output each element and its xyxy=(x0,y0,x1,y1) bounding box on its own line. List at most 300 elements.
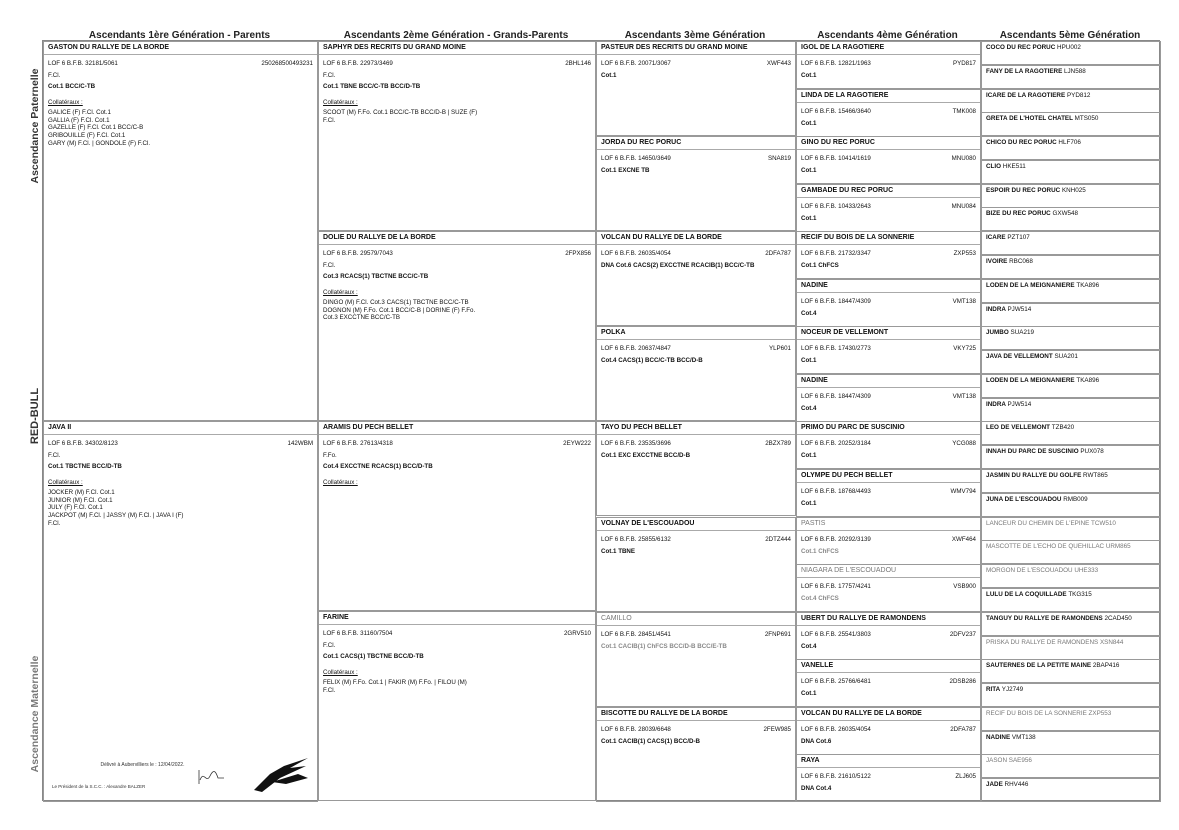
registration-number: LOF 6 B.F.B. 26035/4054 xyxy=(801,725,871,733)
pedigree-cell-g2-1 xyxy=(318,231,596,421)
tattoo-id: SUA219 xyxy=(1010,329,1034,336)
dog-name-text: RECIF DU BOIS DE LA SONNERIE xyxy=(986,710,1087,717)
dog-name xyxy=(986,710,1111,717)
dog-name-text: JASON xyxy=(986,757,1007,764)
tattoo-id: 2BHL146 xyxy=(565,59,591,67)
dog-name: UBERT DU RALLYE DE RAMONDENS xyxy=(797,613,980,626)
dog-name xyxy=(986,377,1099,384)
dog-class: F.Cl. xyxy=(323,261,336,269)
dog-name xyxy=(986,401,1031,408)
tattoo-id: PZT107 xyxy=(1007,234,1030,241)
reg-row xyxy=(801,203,976,211)
collateral-line: GRIBOUILLE (F) F.Cl. Cot.1 xyxy=(48,132,126,139)
tattoo-id: YLP601 xyxy=(768,344,791,352)
reg-row xyxy=(601,631,791,639)
dog-name-text: ICARE xyxy=(986,234,1006,241)
dog-name xyxy=(986,781,1028,788)
pedigree-cell-g5-11 xyxy=(981,303,1161,327)
tattoo-id: 2FEW985 xyxy=(763,725,791,733)
dog-name-text: LULU DE LA COQUILLADE xyxy=(986,591,1067,598)
dog-cotation: Cot.4 ChFCS xyxy=(801,594,839,602)
dog-cotation: Cot.1 xyxy=(801,356,817,364)
dog-name: GASTON DU RALLYE DE LA BORDE xyxy=(44,42,317,55)
tattoo-id: MNU080 xyxy=(951,154,976,162)
dog-name xyxy=(986,567,1098,574)
reg-row xyxy=(801,108,976,116)
dog-name-text: RITA xyxy=(986,686,1000,693)
dog-name: GINO DU REC PORUC xyxy=(797,137,980,150)
tattoo-id: TMK008 xyxy=(952,107,976,115)
dog-cotation: Cot.1 CACS(1) TBCTNE BCC/D-TB xyxy=(323,653,424,661)
reg-row xyxy=(601,60,791,68)
side-dog-name: RED-BULL xyxy=(29,387,41,445)
tattoo-id: 2DFA787 xyxy=(765,249,791,257)
dog-name: LINDA DE LA RAGOTIERE xyxy=(797,90,980,103)
header-gen2: Ascendants 2ème Génération - Grands-Parents xyxy=(343,30,569,41)
dog-name xyxy=(986,615,1132,622)
tattoo-id: PJW514 xyxy=(1007,401,1032,408)
tattoo-id: VMT138 xyxy=(1011,734,1036,741)
dog-cotation: Cot.1 xyxy=(801,71,817,79)
collateral-line: JOCKER (M) F.Cl. Cot.1 xyxy=(48,488,115,496)
registration-number: LOF 6 B.F.B. 21610/5122 xyxy=(801,772,871,780)
dog-name: DOLIE DU RALLYE DE LA BORDE xyxy=(319,232,595,245)
tattoo-id: ZLJ605 xyxy=(955,772,976,780)
tattoo-id: HPU002 xyxy=(1057,44,1081,51)
president-text: Le Président de la S.C.C. : Alexandre BALZER xyxy=(52,784,146,789)
pedigree-cell-g5-28 xyxy=(981,707,1161,731)
dog-name xyxy=(986,662,1119,669)
dog-cotation: Cot.1 ChFCS xyxy=(801,261,839,269)
dog-name-text: IVOIRE xyxy=(986,258,1008,265)
dog-name-text: JUNA DE L'ESCOUADOU xyxy=(986,496,1062,503)
reg-row xyxy=(601,726,791,734)
dog-name: JAVA II xyxy=(44,422,317,435)
dog-name xyxy=(986,591,1092,598)
reg-row xyxy=(801,440,976,448)
dog-name-text: CLIO xyxy=(986,163,1002,170)
collaterals-label: Collatéraux : xyxy=(48,99,83,106)
tattoo-id: 2BAP416 xyxy=(1092,662,1120,669)
tattoo-id: 2GRV510 xyxy=(563,629,591,637)
reg-row xyxy=(601,440,791,448)
tattoo-id: VSB900 xyxy=(953,582,976,590)
dog-name-text: JAVA DE VELLEMONT xyxy=(986,353,1053,360)
dog-name: FARINE xyxy=(319,612,595,625)
dog-name: RECIF DU BOIS DE LA SONNERIE xyxy=(797,232,980,245)
tattoo-id: HLF706 xyxy=(1058,139,1081,146)
dog-cotation: Cot.1 xyxy=(801,451,817,459)
tattoo-id: XWF464 xyxy=(951,535,976,543)
collaterals-label: Collatéraux : xyxy=(323,99,358,106)
pedigree-cell-g4-12 xyxy=(796,612,981,660)
tattoo-id: PYD817 xyxy=(952,59,976,67)
dog-name: NIAGARA DE L'ESCOUADOU xyxy=(797,565,980,578)
registration-number: LOF 6 B.F.B. 25855/6132 xyxy=(601,535,671,543)
dog-cotation: Cot.4 EXCCTNE RCACS(1) BCC/D-TB xyxy=(323,463,433,471)
collaterals-label: Collatéraux : xyxy=(48,479,83,486)
dog-cotation: Cot.1 CACIB(1) CACS(1) BCC/D-B xyxy=(601,737,700,745)
registration-number: LOF 6 B.F.B. 31160/7504 xyxy=(323,629,393,637)
pedigree-cell-g4-14 xyxy=(796,707,981,755)
pedigree-cell-g4-8 xyxy=(796,421,981,469)
pedigree-cell-g5-2 xyxy=(981,89,1161,113)
dog-cotation: Cot.4 xyxy=(801,642,817,650)
tattoo-id: 2EYW222 xyxy=(563,439,591,447)
reg-row xyxy=(48,60,313,68)
pedigree-cell-g5-23 xyxy=(981,588,1161,612)
dog-name-text: LODEN DE LA MEIGNANIERE xyxy=(986,377,1075,384)
dog-name-text: ICARE DE LA RAGOTIERE xyxy=(986,92,1066,99)
collateral-line: F.Cl. xyxy=(48,519,61,527)
dog-cotation: DNA Cot.4 xyxy=(801,784,832,792)
tattoo-id: ZXP553 xyxy=(1088,710,1112,717)
reg-row xyxy=(801,298,976,306)
tattoo-id: 2DFA787 xyxy=(950,725,976,733)
pedigree-cell-g5-13 xyxy=(981,350,1161,374)
dog-cotation: Cot.1 xyxy=(801,499,817,507)
reg-row xyxy=(801,60,976,68)
header-gen3: Ascendants 3ème Génération xyxy=(624,30,766,41)
collateral-line: JULY (F) F.Cl. Cot.1 xyxy=(48,504,103,512)
pedigree-cell-g5-27 xyxy=(981,683,1161,707)
dog-name-text: CHICO DU REC PORUC xyxy=(986,139,1057,146)
dog-cotation: Cot.1 TBCTNE BCC/D-TB xyxy=(48,463,122,471)
pedigree-cell-g1-1 xyxy=(43,421,318,802)
registration-number: LOF 6 B.F.B. 28451/4541 xyxy=(601,630,671,638)
reg-row xyxy=(323,630,591,638)
pedigree-cell-g5-3 xyxy=(981,112,1161,136)
pedigree-cell-g5-9 xyxy=(981,255,1161,279)
dog-name: TAYO DU PECH BELLET xyxy=(597,422,795,435)
pedigree-cell-g2-3 xyxy=(318,611,596,801)
reg-row xyxy=(601,155,791,163)
registration-number: LOF 6 B.F.B. 21732/3347 xyxy=(801,249,871,257)
dog-name-text: BIZE DU REC PORUC xyxy=(986,210,1051,217)
pedigree-cell-g5-30 xyxy=(981,754,1161,778)
registration-number: LOF 6 B.F.B. 34302/8123 xyxy=(48,439,118,447)
dog-cotation: Cot.1 CACIB(1) ChFCS BCC/D-B BCC/E-TB xyxy=(601,642,727,650)
collateral-line: GAZELLE (F) F.Cl. Cot.1 BCC/C-B xyxy=(48,124,144,132)
reg-row xyxy=(801,773,976,781)
collateral-line: SCOOT (M) F.Fo. Cot.1 BCC/C-TB BCC/D-B | SUZE (F) xyxy=(323,108,478,116)
dog-name: PASTIS xyxy=(797,518,980,531)
dog-name-text: JASMIN DU RALLYE DU GOLFE xyxy=(986,472,1082,479)
dog-name-text: INDRA xyxy=(986,306,1006,313)
reg-row xyxy=(801,536,976,544)
reg-row xyxy=(601,536,791,544)
dog-name: VOLNAY DE L'ESCOUADOU xyxy=(597,518,795,531)
dog-name xyxy=(986,353,1078,360)
registration-number: LOF 6 B.F.B. 18447/4309 xyxy=(801,392,871,400)
collateral-line: DOGNON (M) F.Fo. Cot.1 BCC/C-B | DORINE (F) F.Fo. xyxy=(323,306,476,314)
registration-number: LOF 6 B.F.B. 22973/3469 xyxy=(323,59,393,67)
tattoo-id: 2DTZ444 xyxy=(765,535,791,543)
dog-name-text: MASCOTTE DE L'ECHO DE QUEHILLAC xyxy=(986,543,1105,550)
dog-name-text: ESPOIR DU REC PORUC xyxy=(986,187,1061,194)
dog-name: NOCEUR DE VELLEMONT xyxy=(797,327,980,340)
reg-row xyxy=(801,393,976,401)
dog-cotation: Cot.4 xyxy=(801,404,817,412)
tattoo-id: RMB009 xyxy=(1063,496,1088,503)
tattoo-id: 2BZX789 xyxy=(765,439,791,447)
dog-class: F.Cl. xyxy=(323,641,336,649)
header-gen5: Ascendants 5ème Génération xyxy=(999,30,1141,41)
dog-class: F.Cl. xyxy=(323,71,336,79)
reg-row xyxy=(48,440,313,448)
tattoo-id: SAE956 xyxy=(1008,757,1032,764)
pedigree-cell-g5-12 xyxy=(981,326,1161,350)
pedigree-cell-g4-1 xyxy=(796,89,981,137)
tattoo-id: PUX078 xyxy=(1080,448,1104,455)
tattoo-id: XWF443 xyxy=(766,59,791,67)
pedigree-grid xyxy=(42,40,1160,801)
scc-logo-icon xyxy=(250,752,312,794)
reg-row xyxy=(801,678,976,686)
collaterals-label: Collatéraux : xyxy=(323,479,358,486)
pedigree-cell-g5-5 xyxy=(981,160,1161,184)
pedigree-cell-g5-17 xyxy=(981,445,1161,469)
dog-name xyxy=(986,187,1086,194)
dog-name-text: FANY DE LA RAGOTIERE xyxy=(986,68,1063,75)
dog-name: VANELLE xyxy=(797,660,980,673)
dog-name xyxy=(986,329,1034,336)
dog-name-text: LEO DE VELLEMONT xyxy=(986,424,1051,431)
tattoo-id: YCG088 xyxy=(952,439,976,447)
pedigree-cell-g5-0 xyxy=(981,41,1161,65)
tattoo-id: UHE333 xyxy=(1074,567,1099,574)
collateral-line: JACKPOT (M) F.Cl. | JASSY (M) F.Cl. | JAVA I (F) xyxy=(48,512,184,519)
pedigree-cell-g5-7 xyxy=(981,207,1161,231)
dog-cotation: Cot.1 BCC/C-TB xyxy=(48,83,96,91)
dog-class: F.Cl. xyxy=(48,71,61,79)
dog-name: NADINE xyxy=(797,280,980,293)
dog-cotation: Cot.1 xyxy=(601,71,617,79)
tattoo-id: TKA896 xyxy=(1076,282,1100,289)
pedigree-cell-g5-15 xyxy=(981,398,1161,422)
dog-cotation: DNA Cot.6 xyxy=(801,737,832,745)
registration-number: LOF 6 B.F.B. 17430/2773 xyxy=(801,344,871,352)
tattoo-id: TCW510 xyxy=(1091,520,1116,527)
pedigree-cell-g5-4 xyxy=(981,136,1161,160)
dog-cotation: Cot.4 CACS(1) BCC/C-TB BCC/D-B xyxy=(601,356,703,364)
dog-name: NADINE xyxy=(797,375,980,388)
reg-row xyxy=(801,726,976,734)
registration-number: LOF 6 B.F.B. 25766/6481 xyxy=(801,677,871,685)
reg-row xyxy=(801,488,976,496)
registration-number: LOF 6 B.F.B. 18768/4493 xyxy=(801,487,871,495)
dog-class: F.Fo. xyxy=(323,451,337,459)
pedigree-cell-g3-1 xyxy=(596,136,796,231)
reg-row xyxy=(601,250,791,258)
tattoo-id: URM865 xyxy=(1105,543,1131,550)
registration-number: LOF 6 B.F.B. 14650/3649 xyxy=(601,154,671,162)
pedigree-cell-g5-22 xyxy=(981,564,1161,588)
collateral-line: JUNIOR (M) F.Cl. Cot.1 xyxy=(48,496,113,504)
dog-cotation: Cot.1 ChFCS xyxy=(801,547,839,555)
registration-number: LOF 6 B.F.B. 23535/3696 xyxy=(601,439,671,447)
dog-name-text: COCO DU REC PORUC xyxy=(986,44,1056,51)
side-maternal: Ascendance Maternelle xyxy=(29,655,41,773)
reg-row xyxy=(801,345,976,353)
pedigree-cell-g5-8 xyxy=(981,231,1161,255)
pedigree-cell-g5-25 xyxy=(981,636,1161,660)
dog-name: ARAMIS DU PECH BELLET xyxy=(319,422,595,435)
dog-class: F.Cl. xyxy=(48,451,61,459)
tattoo-id: RWT865 xyxy=(1083,472,1108,479)
tattoo-id: MTS050 xyxy=(1074,115,1099,122)
dog-name xyxy=(986,44,1081,51)
pedigree-cell-g4-15 xyxy=(796,754,981,802)
dog-name: CAMILLO xyxy=(597,613,795,626)
dog-name xyxy=(986,520,1116,527)
dog-name: VOLCAN DU RALLYE DE LA BORDE xyxy=(797,708,980,721)
pedigree-cell-g4-2 xyxy=(796,136,981,184)
collaterals-label: Collatéraux : xyxy=(323,669,358,676)
pedigree-cell-g3-4 xyxy=(596,421,796,516)
dog-cotation: Cot.1 TBNE BCC/C-TB BCC/D-TB xyxy=(323,83,421,91)
pedigree-cell-g4-3 xyxy=(796,184,981,232)
tattoo-id: VMT138 xyxy=(952,392,976,400)
side-paternal: Ascendance Paternelle xyxy=(29,68,41,184)
pedigree-cell-g4-10 xyxy=(796,517,981,565)
tattoo-id: RBC068 xyxy=(1009,258,1033,265)
pedigree-cell-g1-0 xyxy=(43,41,318,421)
tattoo-id: SNA819 xyxy=(767,154,791,162)
dog-cotation: Cot.4 xyxy=(801,309,817,317)
tattoo-id: HKE511 xyxy=(1002,163,1026,170)
dog-name-text: GRETA DE L'HOTEL CHATEL xyxy=(986,115,1073,122)
collateral-line: F.Cl. xyxy=(323,116,336,124)
tattoo-id: MNU084 xyxy=(951,202,976,210)
tattoo-id: ZXP553 xyxy=(953,249,976,257)
dog-name xyxy=(986,496,1088,503)
pedigree-cell-g4-5 xyxy=(796,279,981,327)
reg-row xyxy=(323,440,591,448)
registration-number: LOF 6 B.F.B. 20292/3139 xyxy=(801,535,871,543)
dog-cotation: Cot.1 xyxy=(801,214,817,222)
pedigree-cell-g4-9 xyxy=(796,469,981,517)
pedigree-cell-g3-0 xyxy=(596,41,796,136)
tattoo-id: YJ2749 xyxy=(1001,686,1024,693)
dog-name-text: LODEN DE LA MEIGNANIERE xyxy=(986,282,1075,289)
dog-name-text: MORGON DE L'ESCOUADOU xyxy=(986,567,1073,574)
tattoo-id: KNH025 xyxy=(1061,187,1086,194)
registration-number: LOF 6 B.F.B. 27613/4318 xyxy=(323,439,393,447)
collateral-line: F.Cl. xyxy=(323,686,336,694)
pedigree-cell-g5-31 xyxy=(981,778,1161,802)
dog-name-text: JADE xyxy=(986,781,1003,788)
pedigree-cell-g5-16 xyxy=(981,421,1161,445)
pedigree-cell-g4-0 xyxy=(796,41,981,89)
dog-name xyxy=(986,210,1078,217)
dog-name: BISCOTTE DU RALLYE DE LA BORDE xyxy=(597,708,795,721)
tattoo-id: TKG315 xyxy=(1068,591,1092,598)
dog-name xyxy=(986,139,1081,146)
pedigree-cell-g4-13 xyxy=(796,659,981,707)
pedigree-cell-g3-7 xyxy=(596,707,796,802)
pedigree-cell-g5-21 xyxy=(981,540,1161,564)
pedigree-cell-g3-5 xyxy=(596,517,796,612)
dog-name: OLYMPE DU PECH BELLET xyxy=(797,470,980,483)
pedigree-cell-g5-24 xyxy=(981,612,1161,636)
collateral-line: GALLIA (F) F.Cl. Cot.1 xyxy=(48,116,110,124)
dog-name xyxy=(986,734,1036,741)
dog-name: JORDA DU REC PORUC xyxy=(597,137,795,150)
dog-cotation: DNA Cot.6 CACS(2) EXCCTNE RCACIB(1) BCC/C-TB xyxy=(601,261,755,269)
tattoo-id: TZB420 xyxy=(1051,424,1075,431)
dog-name-text: LANCEUR DU CHEMIN DE L'EPINE xyxy=(986,520,1090,527)
registration-number: LOF 6 B.F.B. 20071/3067 xyxy=(601,59,671,67)
registration-number: LOF 6 B.F.B. 17757/4241 xyxy=(801,582,871,590)
dog-name: PRIMO DU PARC DE SUSCINIO xyxy=(797,422,980,435)
collaterals-label: Collatéraux : xyxy=(323,289,358,296)
pedigree-cell-g3-2 xyxy=(596,231,796,326)
dog-cotation: Cot.1 TBNE xyxy=(601,547,636,555)
dog-name-text: SAUTERNES DE LA PETITE MAINE xyxy=(986,662,1092,669)
pedigree-cell-g5-6 xyxy=(981,184,1161,208)
reg-row xyxy=(601,345,791,353)
dog-name xyxy=(986,306,1031,313)
dog-cotation: Cot.3 RCACS(1) TBCTNE BCC/C-TB xyxy=(323,273,429,281)
header-gen4: Ascendants 4ème Génération xyxy=(817,30,958,41)
dog-name-text: TANGUY DU RALLYE DE RAMONDENS xyxy=(986,615,1103,622)
dog-name: SAPHYR DES RECRITS DU GRAND MOINE xyxy=(319,42,595,55)
dog-name xyxy=(986,258,1033,265)
pedigree-cell-g5-19 xyxy=(981,493,1161,517)
collateral-line: FELIX (M) F.Fo. Cot.1 | FAKIR (M) F.Fo. | FILOU (M) xyxy=(323,678,467,686)
dog-name: POLKA xyxy=(597,327,795,340)
dog-name xyxy=(986,639,1123,646)
registration-number: LOF 6 B.F.B. 25541/3803 xyxy=(801,630,871,638)
tattoo-id: 142WBM xyxy=(287,439,313,447)
pedigree-cell-g4-7 xyxy=(796,374,981,422)
tattoo-id: VKY725 xyxy=(953,344,976,352)
dog-cotation: Cot.1 xyxy=(801,119,817,127)
dog-name-text: INNAH DU PARC DE SUSCINIO xyxy=(986,448,1079,455)
dog-name: IGOL DE LA RAGOTIERE xyxy=(797,42,980,55)
registration-number: LOF 6 B.F.B. 29579/7043 xyxy=(323,249,393,257)
registration-number: LOF 6 B.F.B. 32181/5061 xyxy=(48,59,118,67)
dog-name: VOLCAN DU RALLYE DE LA BORDE xyxy=(597,232,795,245)
dog-name: GAMBADE DU REC PORUC xyxy=(797,185,980,198)
tattoo-id: GXW548 xyxy=(1052,210,1079,217)
pedigree-cell-g4-6 xyxy=(796,326,981,374)
dog-name xyxy=(986,115,1098,122)
dog-name xyxy=(986,686,1023,693)
pedigree-cell-g5-26 xyxy=(981,659,1161,683)
tattoo-id: 2DFV237 xyxy=(949,630,976,638)
dog-cotation: Cot.1 EXCNE TB xyxy=(601,166,650,174)
dog-name-text: PRISKA DU RALLYE DE RAMONDENS xyxy=(986,639,1099,646)
pedigree-cell-g3-3 xyxy=(596,326,796,421)
pedigree-cell-g5-29 xyxy=(981,731,1161,755)
tattoo-id: TKA896 xyxy=(1076,377,1100,384)
pedigree-cell-g2-2 xyxy=(318,421,596,611)
pedigree-cell-g5-10 xyxy=(981,279,1161,303)
dog-cotation: Cot.1 xyxy=(801,166,817,174)
tattoo-id: LJN588 xyxy=(1064,68,1086,75)
dog-name xyxy=(986,282,1099,289)
dog-name-text: JUMBO xyxy=(986,329,1009,336)
tattoo-id: XSN844 xyxy=(1099,639,1124,646)
tattoo-id: SUA201 xyxy=(1054,353,1078,360)
collateral-line: GALICE (F) F.Cl. Cot.1 xyxy=(48,108,111,116)
dog-name xyxy=(986,424,1074,431)
dog-name xyxy=(986,234,1030,241)
reg-row xyxy=(801,631,976,639)
dog-name-text: NADINE xyxy=(986,734,1011,741)
